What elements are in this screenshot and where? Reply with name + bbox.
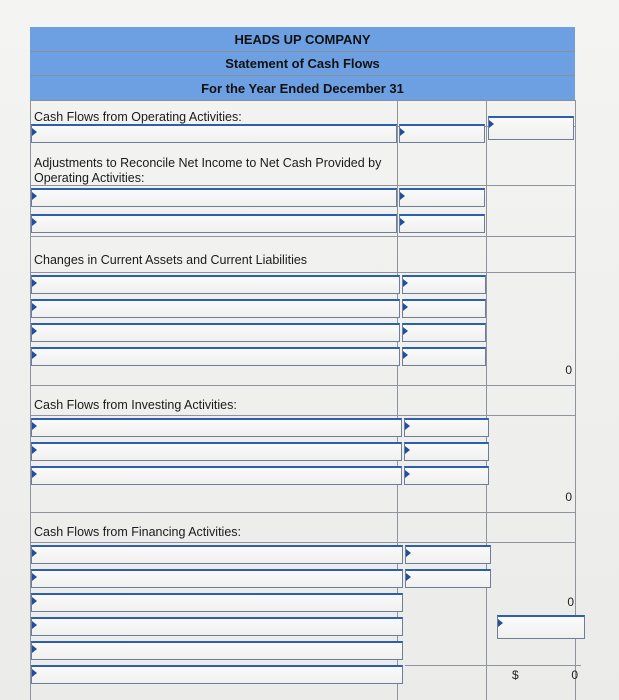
row-divider [405, 665, 581, 666]
investing-total-value: 0 [565, 490, 572, 504]
change-line-1-label-input[interactable] [31, 275, 400, 294]
investing-line-1-label-input[interactable] [31, 418, 402, 437]
change-line-2-amount-input[interactable] [402, 299, 486, 318]
company-name [30, 27, 575, 52]
row-divider [30, 185, 575, 186]
beginning-cash-label-input[interactable] [31, 641, 403, 660]
changes-heading: Changes in Current Assets and Current Liabilities [34, 253, 308, 267]
row-divider [30, 512, 575, 513]
net-change-total-input[interactable] [497, 615, 585, 639]
change-line-4-amount-input[interactable] [402, 347, 486, 366]
financing-line-1-label-input[interactable] [31, 545, 403, 564]
row-divider [30, 385, 575, 386]
operating-net-income-amount-input[interactable] [399, 124, 485, 143]
row-divider [30, 272, 575, 273]
operating-net-income-total-input[interactable] [488, 116, 574, 140]
adjustments-heading: Adjustments to Reconcile Net Income to Net Cash Provided by Operating Activities: [34, 156, 382, 185]
currency-symbol: $ [512, 668, 519, 682]
investing-line-1-amount-input[interactable] [404, 418, 489, 437]
statement-title-text: Statement of Cash Flows [225, 56, 380, 71]
adjustment-line-2-label-input[interactable] [31, 214, 397, 233]
investing-line-3-amount-input[interactable] [404, 466, 489, 485]
investing-line-3-label-input[interactable] [31, 466, 402, 485]
net-total-value: 0 [571, 668, 578, 682]
adjustment-line-1-label-input[interactable] [31, 188, 397, 207]
investing-line-2-label-input[interactable] [31, 442, 402, 461]
investing-heading: Cash Flows from Investing Activities: [34, 398, 237, 412]
adjustment-line-1-amount-input[interactable] [399, 188, 485, 207]
financing-line-2-label-input[interactable] [31, 569, 403, 588]
operating-heading: Cash Flows from Operating Activities: [34, 110, 242, 124]
statement-title [30, 52, 575, 76]
change-line-1-amount-input[interactable] [402, 275, 486, 294]
statement-period-text: For the Year Ended December 31 [201, 80, 404, 96]
financing-line-3-label-input[interactable] [31, 593, 403, 612]
change-line-2-label-input[interactable] [31, 299, 400, 318]
operating-total-value: 0 [565, 363, 572, 377]
financing-line-2-amount-input[interactable] [405, 569, 491, 588]
financing-total-value: 0 [567, 595, 574, 609]
row-divider [30, 542, 575, 543]
net-change-label-input[interactable] [31, 617, 403, 636]
investing-line-2-amount-input[interactable] [404, 442, 489, 461]
row-divider [30, 415, 575, 416]
financing-line-1-amount-input[interactable] [405, 545, 491, 564]
change-line-3-label-input[interactable] [31, 323, 400, 342]
financing-heading: Cash Flows from Financing Activities: [34, 525, 242, 539]
change-line-4-label-input[interactable] [31, 347, 400, 366]
column-divider-2 [486, 100, 487, 700]
adjustment-line-2-amount-input[interactable] [399, 214, 485, 233]
ending-cash-label-input[interactable] [31, 665, 403, 684]
right-border [575, 100, 576, 700]
company-name-text: HEADS UP COMPANY [234, 31, 371, 47]
statement-period [30, 76, 575, 101]
operating-net-income-label-input[interactable] [31, 124, 397, 143]
change-line-3-amount-input[interactable] [402, 323, 486, 342]
row-divider [30, 236, 575, 237]
